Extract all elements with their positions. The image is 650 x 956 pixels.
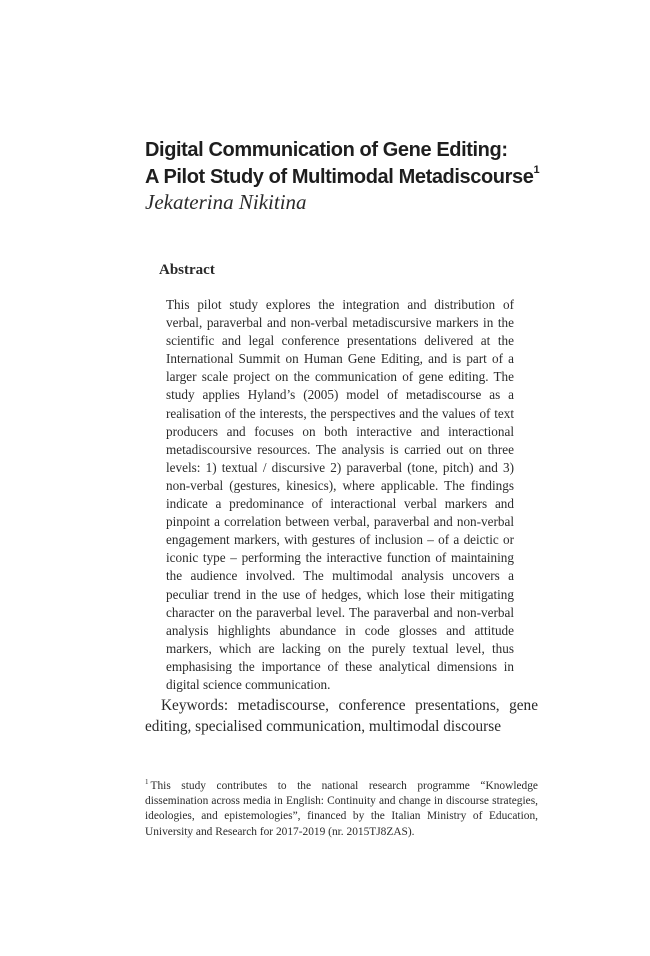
abstract-text: This pilot study explores the integration and distribution of verbal, paraverbal and non-verbal metadiscursive markers in the scientific and legal conference presentations delivered at the International Summit on Human Gene Editing, and is part of a larger scale project on the communication of gene editing. The study applies Hyland’s (2005) model of metadiscourse as a realisation of the interests, the perspectives and the values of text producers and focuses on both interactive and interactional metadiscoursive resources. The analysis is carried out on three levels: 1) textual / discursive 2) paraverbal (tone, pitch) and 3) non-verbal (gestures, kinesics), where applicable. The findings indicate a predominance of interactional verbal markers and pinpoint a correlation between verbal, paraverbal and non-verbal engagement markers, with gestures of inclusion – of a deictic or iconic type – performing the interactive function of maintaining the audience involved. The multimodal analysis uncovers a peculiar trend in the use of hedges, which lose their mitigating character on the paraverbal level. The paraverbal and non-verbal analysis highlights abundance in code glosses and attitude markers, which are lacking on the purely textual level, thus emphasising the importance of these analytical dimensions in digital science communication. xyxy=(166,297,514,692)
abstract-heading: Abstract xyxy=(159,262,215,278)
title-footnote-mark: 1 xyxy=(533,164,540,177)
footnote xyxy=(145,779,538,840)
author-name: Jekaterina Nikitina xyxy=(145,190,307,214)
paper-title xyxy=(145,137,605,191)
keywords: Keywords: metadiscourse, conference presentations, gene editing, specialised communication, multimodal discourse xyxy=(145,697,538,735)
title-line-1: Digital Communication of Gene Editing: xyxy=(145,139,508,161)
title-line-2: A Pilot Study of Multimodal Metadiscourse xyxy=(145,166,534,188)
footnote-text: This study contributes to the national research programme “Knowledge dissemination across media in English: Continuity and change in discourse strategies, ideologies, and epistemologies”, financed by the Italian Ministry of Education, University and Research for 2017-2019 (nr. 2015TJ8ZAS). xyxy=(145,780,538,838)
footnote-mark: 1 xyxy=(145,778,149,787)
